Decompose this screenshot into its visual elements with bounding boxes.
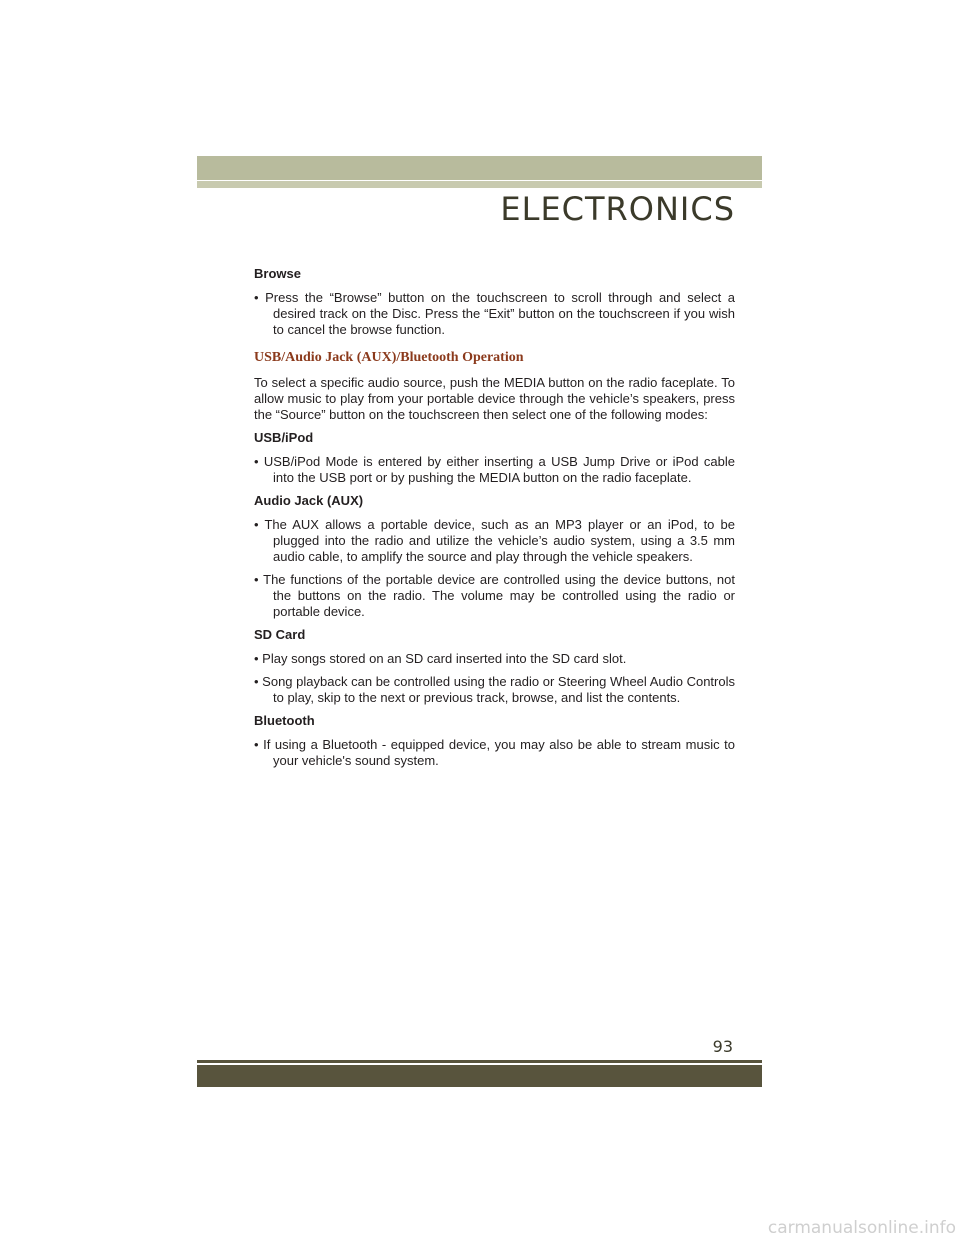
header-line	[197, 181, 762, 188]
header-bar	[197, 156, 762, 180]
aux-title: Audio Jack (AUX)	[254, 493, 364, 508]
usb-ipod-bullet: • USB/iPod Mode is entered by either inserting a USB Jump Drive or iPod cable into the USB port or by pushing the MEDIA button on the radio faceplate.	[254, 454, 735, 485]
section-title: ELECTRONICS	[500, 190, 735, 228]
sd-title: SD Card	[254, 627, 306, 642]
page-number: 93	[712, 1037, 733, 1056]
aux-bullet-2: • The functions of the portable device are controlled using the device buttons, not the buttons on the radio. The volume may be controlled using the radio or portable device.	[254, 572, 735, 619]
usb-ipod-title: USB/iPod	[254, 430, 314, 445]
aux-bullet-1: • The AUX allows a portable device, such as an MP3 player or an iPod, to be plugged into the radio and utilize the vehicle’s audio system, using a 3.5 mm audio cable, to amplify the source and play through the vehicle speakers.	[254, 517, 735, 564]
watermark[interactable]: carmanualsonline.info	[767, 1218, 956, 1238]
footer-line	[197, 1060, 762, 1063]
usb-intro: To select a specific audio source, push the MEDIA button on the radio faceplate. To allow music to play from your portable device through the vehicle’s speakers, press the “Source” button on the touchscreen then select one of the following modes:	[254, 375, 735, 422]
bluetooth-bullet: • If using a Bluetooth - equipped device, you may also be able to stream music to your vehicle's sound system.	[254, 737, 735, 768]
usb-heading: USB/Audio Jack (AUX)/Bluetooth Operation	[254, 350, 524, 365]
footer-bar	[197, 1065, 762, 1087]
bluetooth-title: Bluetooth	[254, 713, 315, 728]
sd-bullet-2: • Song playback can be controlled using the radio or Steering Wheel Audio Controls to play, skip to the next or previous track, browse, and list the contents.	[254, 674, 735, 705]
browse-bullet: • Press the “Browse” button on the touchscreen to scroll through and select a desired track on the Disc. Press the “Exit” button on the touchscreen if you wish to cancel the browse function.	[254, 290, 735, 337]
page-content	[254, 266, 735, 776]
browse-title: Browse	[254, 266, 301, 281]
sd-bullet-1: • Play songs stored on an SD card inserted into the SD card slot.	[254, 651, 627, 666]
